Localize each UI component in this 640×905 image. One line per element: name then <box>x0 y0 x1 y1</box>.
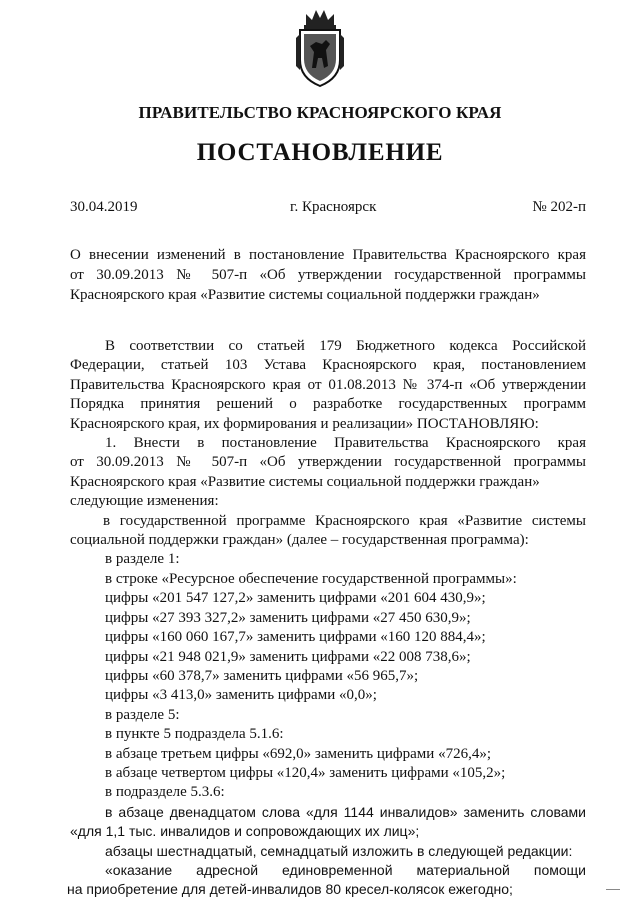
subject-line: Красноярского края «Развитие системы социальной поддержки граждан» <box>70 287 540 303</box>
body-line: от 30.09.2013 № 507-п «Об утверждении государственной программы <box>70 454 586 471</box>
document-date: 30.04.2019 <box>70 199 138 215</box>
body-line: на приобретение для детей-инвалидов 80 кресел-колясок ежегодно; <box>67 881 513 898</box>
body-line: В соответствии со статьей 179 Бюджетного кодекса Российской <box>105 338 586 354</box>
scan-edge-mark <box>606 889 620 890</box>
body-line: следующие изменения: <box>70 493 219 510</box>
document-body <box>67 337 586 900</box>
body-line: Правительства Красноярского края от 01.08.2013 № 374-п «Об утверждении <box>70 376 586 393</box>
body-line: Красноярского края «Развитие системы социальной поддержки граждан» <box>70 473 540 490</box>
body-line: в абзаце двенадцатом слова «для 1144 инвалидов» заменить словами <box>105 803 586 820</box>
list-item: цифры «201 547 127,2» заменить цифрами «201 604 430,9»; <box>105 590 486 607</box>
list-item: цифры «21 948 021,9» заменить цифрами «22 008 738,6»; <box>105 648 471 665</box>
body-line: в государственной программе Красноярского края «Развитие системы <box>103 512 586 529</box>
list-item: в подразделе 5.3.6: <box>105 784 225 801</box>
subject-line: О внесении изменений в постановление Правительства Красноярского края <box>70 247 586 263</box>
subject-line: от 30.09.2013 № 507-п «Об утверждении государственной программы <box>70 267 586 283</box>
document-meta-line <box>70 199 586 219</box>
document-subject <box>70 245 586 305</box>
body-line: Федерации, статьей 103 Устава Красноярского края, постановлением <box>70 357 586 374</box>
government-name: ПРАВИТЕЛЬСТВО КРАСНОЯРСКОГО КРАЯ <box>138 103 502 122</box>
body-line: «для 1,1 тыс. инвалидов и сопровождающих их лиц»; <box>70 823 420 840</box>
document-type-title: ПОСТАНОВЛЕНИЕ <box>196 139 444 166</box>
list-item: цифры «60 378,7» заменить цифрами «56 965,7»; <box>105 667 419 684</box>
list-item: цифры «160 060 167,7» заменить цифрами «160 120 884,4»; <box>105 629 486 646</box>
body-line: 1. Внести в постановление Правительства Красноярского края <box>105 435 586 452</box>
body-line: Порядка принятия решений о разработке государственных программ <box>70 396 586 413</box>
list-item: в разделе 5: <box>105 706 180 723</box>
body-line: социальной поддержки граждан» (далее – государственная программа): <box>70 532 529 549</box>
body-line: «оказание адресной единовременной материальной помощи <box>105 861 586 878</box>
list-item: в абзаце четвертом цифры «120,4» заменить цифрами «105,2»; <box>105 764 506 781</box>
list-item: в строке «Ресурсное обеспечение государственной программы»: <box>105 570 517 587</box>
document-city: г. Красноярск <box>290 199 377 215</box>
list-item: в разделе 1: <box>105 551 180 568</box>
list-item: цифры «27 393 327,2» заменить цифрами «27 450 630,9»; <box>105 609 471 626</box>
coat-of-arms-emblem <box>292 8 348 88</box>
list-item: цифры «3 413,0» заменить цифрами «0,0»; <box>105 687 377 704</box>
document-number: № 202-п <box>532 199 586 215</box>
body-line: Красноярского края, их формирования и реализации» ПОСТАНОВЛЯЮ: <box>70 415 539 432</box>
body-line: абзацы шестнадцатый, семнадцатый изложить в следующей редакции: <box>105 842 573 859</box>
list-item: в пункте 5 подраздела 5.1.6: <box>105 726 284 743</box>
list-item: в абзаце третьем цифры «692,0» заменить цифрами «726,4»; <box>105 745 491 762</box>
